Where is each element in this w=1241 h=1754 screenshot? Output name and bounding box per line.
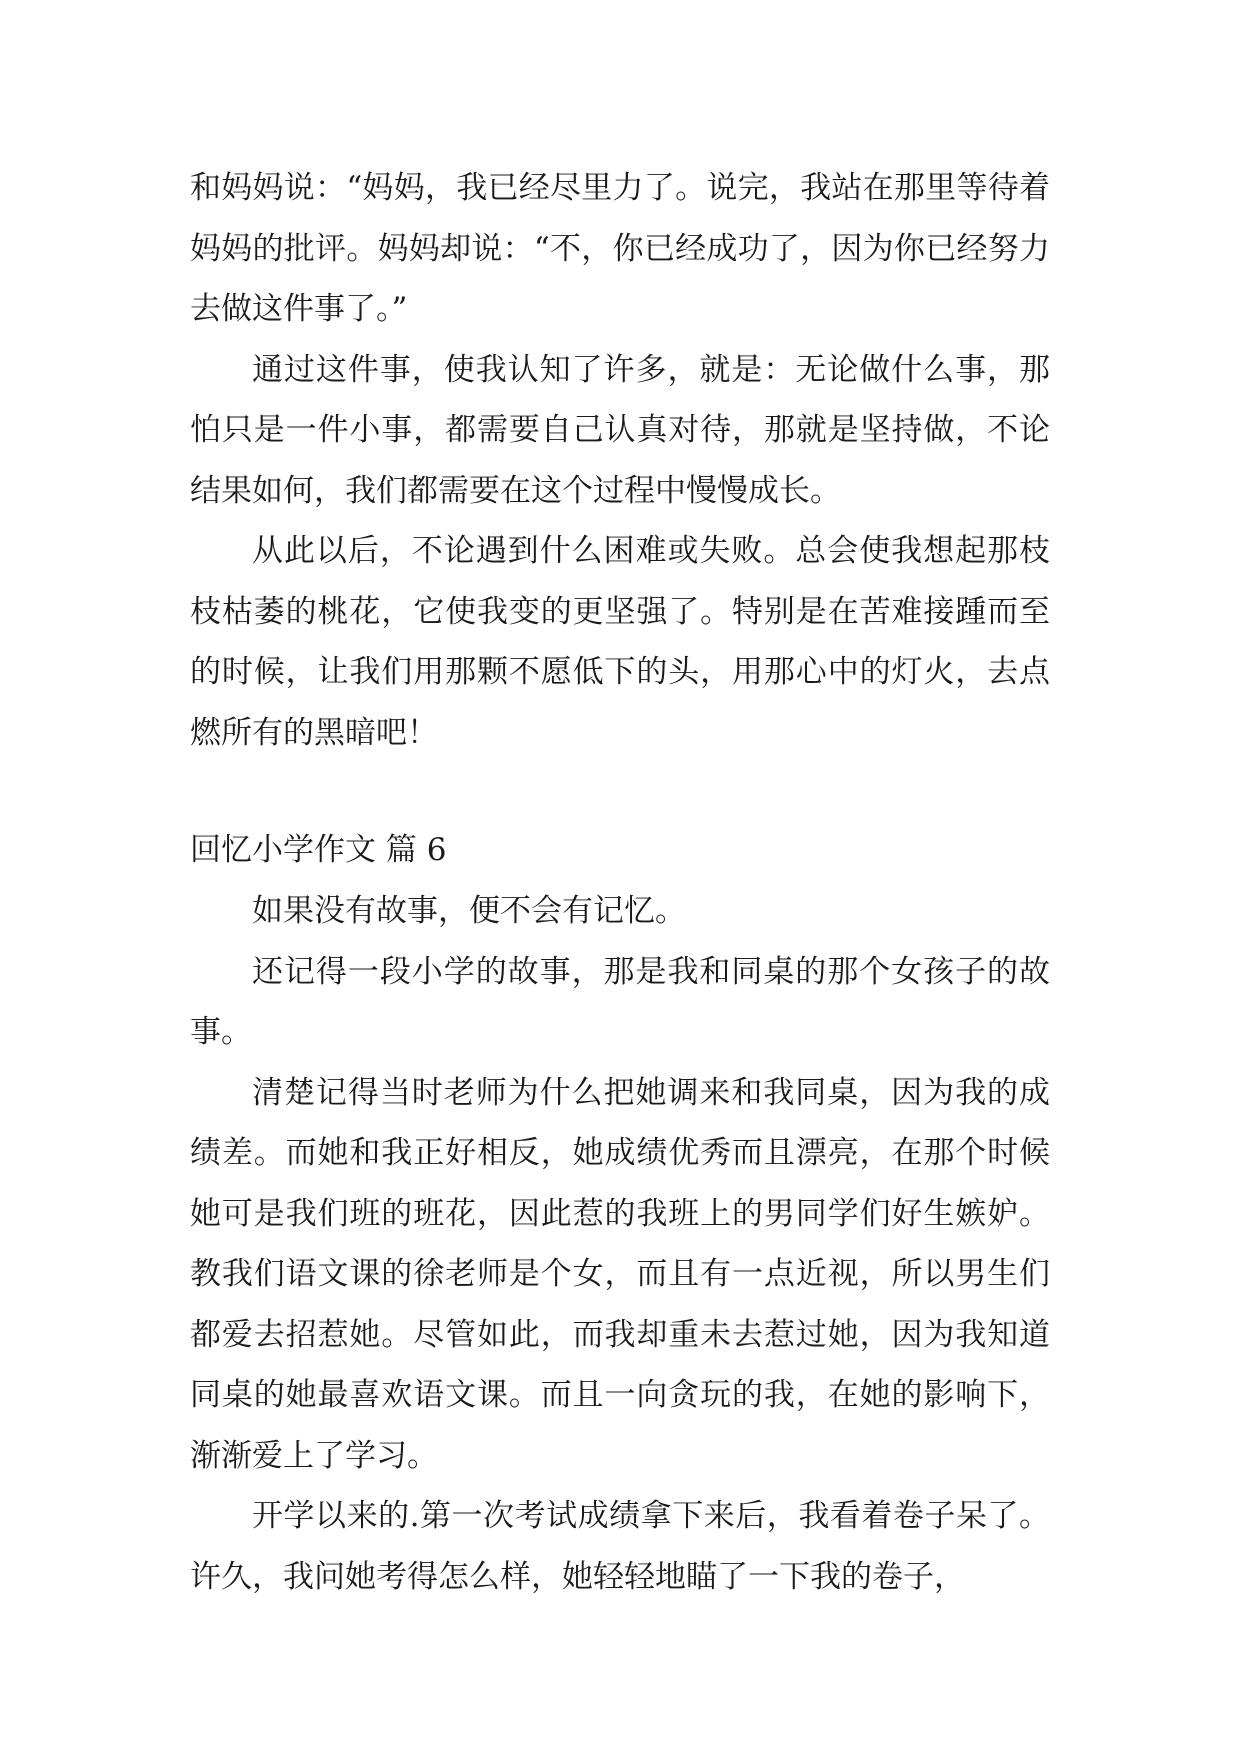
paragraph: 通过这件事，使我认知了许多，就是：无论做什么事，那怕只是一件小事，都需要自己认真对待，那就是坚持做，不论结果如何，我们都需要在这个过程中慢慢成长。 bbox=[190, 351, 1050, 509]
paragraph: 如果没有故事，便不会有记忆。 bbox=[252, 893, 686, 929]
paragraph: 还记得一段小学的故事，那是我和同桌的那个女孩子的故事。 bbox=[190, 953, 1050, 1050]
document-body bbox=[190, 158, 1050, 1607]
section-spacer bbox=[190, 763, 1050, 819]
section-title: 回忆小学作文 篇 6 bbox=[190, 832, 447, 868]
paragraph: 从此以后，不论遇到什么困难或失败。总会使我想起那枝枝枯萎的桃花，它使我变的更坚强了。特别是在苦难接踵而至的时候，让我们用那颗不愿低下的头，用那心中的灯火，去点燃所有的黑暗吧！ bbox=[190, 533, 1050, 751]
paragraph: 和妈妈说：“妈妈，我已经尽里力了。说完，我站在那里等待着妈妈的批评。妈妈却说：“不，你已经成功了，因为你已经努力去做这件事了。” bbox=[190, 170, 1050, 327]
paragraph: 清楚记得当时老师为什么把她调来和我同桌，因为我的成绩差。而她和我正好相反，她成绩优秀而且漂亮，在那个时候她可是我们班的班花，因此惹的我班上的男同学们好生嫉妒。教我们语文课的徐老师是个女，而且有一点近视，所以男生们都爱去招惹她。尽管如此，而我却重未去惹过她，因为我知道同桌的她最喜欢语文课。而且一向贪玩的我，在她的影响下，渐渐爱上了学习。 bbox=[190, 1074, 1050, 1474]
paragraph: 开学以来的.第一次考试成绩拿下来后，我看着卷子呆了。许久，我问她考得怎么样，她轻轻地瞄了一下我的卷子， bbox=[190, 1498, 1050, 1595]
